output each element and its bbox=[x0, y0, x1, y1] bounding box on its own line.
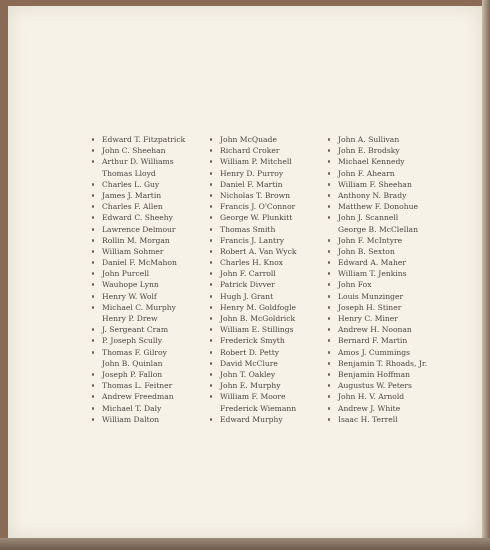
name-entry bbox=[92, 212, 185, 223]
name-text: James J. Martin bbox=[102, 190, 162, 200]
pencil-check-mark bbox=[210, 384, 212, 387]
pencil-check-mark bbox=[210, 239, 212, 242]
name-entry bbox=[210, 268, 296, 279]
name-entry bbox=[328, 212, 427, 223]
name-text: Joseph H. Stiner bbox=[338, 302, 402, 312]
pencil-check-mark bbox=[210, 328, 212, 331]
pencil-check-mark bbox=[92, 418, 94, 421]
name-text: Lawrence Delmour bbox=[102, 224, 176, 234]
name-text: Anthony N. Brady bbox=[338, 190, 407, 200]
name-entry bbox=[328, 279, 427, 290]
name-entry bbox=[328, 201, 427, 212]
pencil-check-mark bbox=[328, 183, 330, 186]
pencil-check-mark bbox=[328, 351, 330, 354]
name-text: John B. Quinlan bbox=[102, 358, 163, 368]
pencil-check-mark bbox=[328, 373, 330, 376]
name-text: Thomas Lloyd bbox=[102, 168, 156, 178]
name-entry bbox=[328, 190, 427, 201]
name-entry bbox=[92, 403, 185, 414]
name-text: Andrew Freedman bbox=[102, 392, 174, 402]
name-text: Edward C. Sheehy bbox=[102, 213, 173, 223]
name-text: J. Sergeant Cram bbox=[102, 325, 169, 335]
name-text: John T. Oakley bbox=[220, 369, 276, 379]
name-entry bbox=[328, 335, 427, 346]
name-text: John Fox bbox=[338, 280, 372, 290]
name-column-2 bbox=[210, 134, 296, 425]
name-entry bbox=[92, 279, 185, 290]
name-entry bbox=[328, 224, 427, 235]
name-text: Henry W. Wolf bbox=[102, 291, 157, 301]
name-entry bbox=[210, 302, 296, 313]
name-text: George W. Plunkitt bbox=[220, 213, 293, 223]
pencil-check-mark bbox=[92, 351, 94, 354]
name-text: William Dalton bbox=[102, 414, 160, 424]
name-text: Charles F. Allen bbox=[102, 202, 163, 212]
name-text: Edward Murphy bbox=[220, 414, 283, 424]
name-text: Henry P. Drew bbox=[102, 314, 158, 323]
name-text: William F. Moore bbox=[220, 392, 286, 402]
pencil-check-mark bbox=[328, 149, 330, 152]
pencil-check-mark bbox=[328, 283, 330, 286]
pencil-check-mark bbox=[328, 272, 330, 275]
name-text: Matthew F. Donohue bbox=[338, 202, 419, 212]
pencil-check-mark bbox=[328, 172, 330, 175]
pencil-check-mark bbox=[92, 138, 94, 141]
name-entry bbox=[92, 369, 185, 380]
name-text: Amos J. Cummings bbox=[338, 347, 411, 357]
name-entry bbox=[328, 403, 427, 414]
name-text: William T. Jenkins bbox=[338, 269, 407, 279]
pencil-check-mark bbox=[92, 328, 94, 331]
pencil-check-mark bbox=[210, 194, 212, 197]
name-text: Nicholas T. Brown bbox=[220, 190, 291, 200]
name-text: Augustus W. Peters bbox=[338, 381, 412, 391]
name-text: John E. Murphy bbox=[220, 381, 281, 391]
name-text: Andrew J. White bbox=[338, 403, 401, 413]
document-page bbox=[8, 6, 482, 538]
name-entry bbox=[92, 179, 185, 190]
pencil-check-mark bbox=[328, 295, 330, 298]
name-entry bbox=[210, 335, 296, 346]
pencil-check-mark bbox=[210, 317, 212, 320]
name-entry bbox=[328, 179, 427, 190]
name-text: John E. Brodsky bbox=[338, 146, 400, 156]
name-text: Edward T. Fitzpatrick bbox=[102, 135, 186, 144]
name-entry bbox=[210, 179, 296, 190]
name-entry bbox=[328, 369, 427, 380]
pencil-check-mark bbox=[210, 351, 212, 354]
pencil-check-mark bbox=[92, 272, 94, 275]
name-entry bbox=[92, 324, 185, 335]
name-entry bbox=[92, 257, 185, 268]
name-text: Daniel F. Martin bbox=[220, 179, 283, 189]
name-entry bbox=[210, 235, 296, 246]
name-entry bbox=[210, 279, 296, 290]
name-text: Thomas L. Feitner bbox=[102, 381, 173, 391]
name-entry bbox=[92, 358, 185, 369]
name-entry bbox=[328, 347, 427, 358]
pencil-check-mark bbox=[328, 160, 330, 163]
pencil-check-mark bbox=[92, 205, 94, 208]
pencil-check-mark bbox=[210, 272, 212, 275]
name-entry bbox=[210, 190, 296, 201]
pencil-check-mark bbox=[210, 295, 212, 298]
name-entry bbox=[92, 201, 185, 212]
name-entry bbox=[92, 302, 185, 313]
name-text: Hugh J. Grant bbox=[220, 291, 274, 301]
name-entry bbox=[328, 145, 427, 156]
name-text: Charles H. Knox bbox=[220, 258, 283, 268]
name-entry bbox=[210, 224, 296, 235]
name-text: Benjamin T. Rhoads, Jr. bbox=[338, 358, 428, 368]
pencil-check-mark bbox=[210, 283, 212, 286]
name-text: William E. Stillings bbox=[220, 325, 294, 335]
name-text: John F. Carroll bbox=[220, 269, 276, 279]
pencil-check-mark bbox=[210, 395, 212, 398]
name-text: Charles L. Guy bbox=[102, 179, 160, 189]
name-entry bbox=[210, 358, 296, 369]
name-entry bbox=[92, 134, 185, 145]
name-text: John J. Scannell bbox=[338, 213, 399, 223]
name-entry bbox=[92, 156, 185, 167]
name-entry bbox=[328, 246, 427, 257]
name-entry bbox=[210, 257, 296, 268]
name-text: John Purcell bbox=[102, 269, 150, 279]
name-text: John H. V. Arnold bbox=[338, 392, 405, 402]
name-text: Francis J. O'Connor bbox=[220, 202, 296, 212]
pencil-check-mark bbox=[328, 362, 330, 365]
pencil-check-mark bbox=[92, 228, 94, 231]
pencil-check-mark bbox=[210, 183, 212, 186]
name-entry bbox=[210, 134, 296, 145]
pencil-check-mark bbox=[210, 418, 212, 421]
book-bottom-edge bbox=[0, 538, 490, 550]
name-entry bbox=[92, 291, 185, 302]
pencil-check-mark bbox=[92, 183, 94, 186]
name-text: John F. McIntyre bbox=[338, 235, 403, 245]
name-entry bbox=[328, 156, 427, 167]
name-entry bbox=[92, 168, 185, 179]
name-text: William Sohmer bbox=[102, 246, 164, 256]
name-text: Rollin M. Morgan bbox=[102, 235, 170, 245]
pencil-check-mark bbox=[210, 339, 212, 342]
name-entry bbox=[328, 324, 427, 335]
pencil-check-mark bbox=[210, 228, 212, 231]
name-entry bbox=[328, 358, 427, 369]
name-text: William P. Mitchell bbox=[220, 157, 292, 167]
name-entry bbox=[210, 246, 296, 257]
name-entry bbox=[328, 380, 427, 391]
name-entry bbox=[92, 347, 185, 358]
pencil-check-mark bbox=[328, 418, 330, 421]
name-text: Henry M. Goldfogle bbox=[220, 302, 297, 312]
pencil-check-mark bbox=[328, 407, 330, 410]
name-text: John McQuade bbox=[220, 135, 277, 144]
name-entry bbox=[92, 380, 185, 391]
name-text: Isaac H. Terrell bbox=[338, 414, 398, 424]
pencil-check-mark bbox=[210, 250, 212, 253]
pencil-check-mark bbox=[210, 306, 212, 309]
name-text: Henry C. Miner bbox=[338, 314, 398, 323]
pencil-check-mark bbox=[328, 306, 330, 309]
pencil-check-mark bbox=[328, 317, 330, 320]
pencil-check-mark bbox=[210, 216, 212, 219]
pencil-check-mark bbox=[210, 362, 212, 365]
name-text: John F. Ahearn bbox=[338, 168, 395, 178]
name-entry bbox=[210, 347, 296, 358]
name-entry bbox=[210, 414, 296, 425]
pencil-check-mark bbox=[92, 306, 94, 309]
name-entry bbox=[328, 235, 427, 246]
pencil-check-mark bbox=[328, 239, 330, 242]
name-entry bbox=[210, 324, 296, 335]
pencil-check-mark bbox=[210, 138, 212, 141]
pencil-check-mark bbox=[328, 205, 330, 208]
name-column-3 bbox=[328, 134, 427, 425]
name-entry bbox=[210, 156, 296, 167]
pencil-check-mark bbox=[210, 160, 212, 163]
pencil-check-mark bbox=[92, 261, 94, 264]
name-text: Thomas F. Gilroy bbox=[102, 347, 167, 357]
name-text: Robert D. Petty bbox=[220, 347, 280, 357]
pencil-check-mark bbox=[92, 239, 94, 242]
name-text: Edward A. Maher bbox=[338, 258, 406, 268]
pencil-check-mark bbox=[92, 194, 94, 197]
book-spine-edge bbox=[482, 0, 490, 550]
name-text: Patrick Divver bbox=[220, 280, 275, 290]
name-entry bbox=[328, 391, 427, 402]
name-entry bbox=[210, 168, 296, 179]
name-text: Frederick Smyth bbox=[220, 336, 285, 346]
name-text: Thomas Smith bbox=[220, 224, 276, 234]
pencil-check-mark bbox=[92, 216, 94, 219]
name-entry bbox=[92, 414, 185, 425]
name-entry bbox=[92, 145, 185, 156]
name-text: Michael Kennedy bbox=[338, 157, 405, 167]
name-text: Louis Munzinger bbox=[338, 291, 404, 301]
pencil-check-mark bbox=[92, 384, 94, 387]
pencil-check-mark bbox=[210, 261, 212, 264]
pencil-check-mark bbox=[92, 407, 94, 410]
name-text: Andrew H. Noonan bbox=[338, 325, 412, 335]
name-text: Wauhope Lynn bbox=[102, 280, 159, 290]
name-text: Joseph P. Fallon bbox=[102, 369, 163, 379]
pencil-check-mark bbox=[92, 149, 94, 152]
pencil-check-mark bbox=[210, 373, 212, 376]
pencil-check-mark bbox=[92, 339, 94, 342]
name-text: John B. McGoldrick bbox=[220, 314, 296, 323]
name-entry bbox=[328, 302, 427, 313]
name-column-1 bbox=[92, 134, 185, 425]
pencil-check-mark bbox=[92, 283, 94, 286]
name-text: David McClure bbox=[220, 358, 278, 368]
name-entry bbox=[92, 313, 185, 324]
name-entry bbox=[92, 391, 185, 402]
pencil-check-mark bbox=[92, 295, 94, 298]
name-text: John B. Sexton bbox=[338, 246, 395, 256]
name-entry bbox=[328, 134, 427, 145]
name-entry bbox=[210, 313, 296, 324]
pencil-check-mark bbox=[92, 160, 94, 163]
pencil-check-mark bbox=[210, 149, 212, 152]
name-entry bbox=[328, 257, 427, 268]
name-text: Francis J. Lantry bbox=[220, 235, 285, 245]
name-entry bbox=[210, 291, 296, 302]
pencil-check-mark bbox=[328, 384, 330, 387]
name-text: P. Joseph Scully bbox=[102, 336, 163, 346]
name-text: John A. Sullivan bbox=[338, 135, 400, 144]
name-entry bbox=[92, 235, 185, 246]
name-text: Henry D. Purroy bbox=[220, 168, 284, 178]
name-text: Bernard F. Martin bbox=[338, 336, 408, 346]
name-entry bbox=[210, 201, 296, 212]
name-entry bbox=[210, 369, 296, 380]
name-entry bbox=[328, 313, 427, 324]
name-text: Robert A. Van Wyck bbox=[220, 246, 297, 256]
name-text: William F. Sheehan bbox=[338, 179, 412, 189]
name-entry bbox=[92, 190, 185, 201]
pencil-check-mark bbox=[328, 250, 330, 253]
pencil-check-mark bbox=[328, 339, 330, 342]
pencil-check-mark bbox=[328, 261, 330, 264]
pencil-check-mark bbox=[328, 138, 330, 141]
name-text: Richard Croker bbox=[220, 146, 280, 156]
name-text: John C. Sheehan bbox=[102, 146, 166, 156]
name-entry bbox=[92, 335, 185, 346]
name-entry bbox=[328, 268, 427, 279]
pencil-check-mark bbox=[92, 373, 94, 376]
name-entry bbox=[92, 268, 185, 279]
name-text: George B. McClellan bbox=[338, 224, 418, 234]
name-text: Arthur D. Williams bbox=[102, 157, 174, 167]
name-text: Michael C. Murphy bbox=[102, 302, 176, 312]
pencil-check-mark bbox=[210, 172, 212, 175]
name-entry bbox=[328, 414, 427, 425]
pencil-check-mark bbox=[328, 194, 330, 197]
name-entry bbox=[328, 291, 427, 302]
name-entry bbox=[210, 145, 296, 156]
name-entry bbox=[92, 224, 185, 235]
pencil-check-mark bbox=[92, 250, 94, 253]
name-text: Daniel F. McMahon bbox=[102, 258, 177, 268]
pencil-check-mark bbox=[210, 205, 212, 208]
name-text: Frederick Wiemann bbox=[220, 403, 297, 413]
name-entry bbox=[328, 168, 427, 179]
pencil-check-mark bbox=[328, 328, 330, 331]
pencil-check-mark bbox=[328, 216, 330, 219]
name-entry bbox=[210, 391, 296, 402]
name-text: Benjamin Hoffman bbox=[338, 369, 410, 379]
name-entry bbox=[210, 212, 296, 223]
pencil-check-mark bbox=[328, 395, 330, 398]
name-entry bbox=[210, 403, 296, 414]
name-entry bbox=[210, 380, 296, 391]
pencil-check-mark bbox=[92, 395, 94, 398]
name-entry bbox=[92, 246, 185, 257]
name-text: Michael T. Daly bbox=[102, 403, 162, 413]
